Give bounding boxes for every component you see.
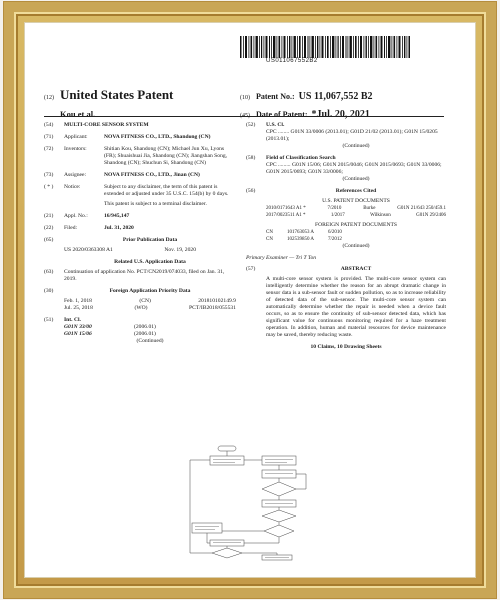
foreign-priority-entry: (30) Foreign Application Priority Data Feb. 1, 2018 (CN) 201810102149.9 Jul. 25, 2018 (WO) PCT/IB2018/055531 — [44, 288, 236, 311]
primary-examiner: Primary Examiner — Tri T Ton — [246, 255, 317, 261]
code-10: (10) — [240, 95, 250, 101]
header-divider — [44, 116, 444, 117]
inventor-short: Kou et al. — [60, 109, 96, 119]
references-entry: (56) References Cited U.S. PATENT DOCUMENTS 2010/0171643 A1 * 7/2010 Burke G01N 21/643 250/459.1 2017/0023511 A1 * 1/2017 Wilkinson G01N 29/2406 FOREIGN PATENT DOCUMENTS CN 101763053 A 6/2010 CN 102539850 A 7/2012 (Continued) — [246, 188, 446, 249]
barcode-number: US011067552B2 — [266, 58, 318, 64]
int-cl-entry: (51) Int. Cl. G01N 33/00 (2006.01) G01N 15/06 (2006.01) (Continued) — [44, 317, 164, 344]
patent-number: US 11,067,552 B2 — [298, 91, 373, 102]
code-45: (45) — [240, 113, 250, 119]
left-column — [44, 122, 236, 350]
claims-line: 10 Claims, 10 Drawing Sheets — [310, 344, 382, 350]
right-column — [246, 122, 446, 351]
filed-entry: (22) Filed: Jul. 31, 2020 — [44, 225, 134, 231]
patent-date: *Jul. 20, 2021 — [311, 109, 370, 120]
abstract-entry: (57) ABSTRACT A multi-core sensor system is provided. The multi-core sensor system can intelligently determine whether the reason for an abrupt dramatic change in sensor data is a sub-sensor fault or sudden pollution, so as to increase reliability of detected data of the sub-sensor. The multi-core sensor system can automatically determine whether the repair is needed when a device fault occurs, so as to ensure the continuity of sub-sensor detected data, which has significant value for continuous monitoring required for a haze treatment operation. In addition, human and material resources for device maintenance may be saved, thereby reducing waste. — [246, 266, 446, 338]
field-entry: (58) Field of Classification Search CPC ......... G01N 15/06; G01N 2015/0046; G01N 2015/0693; G01N 33/0006; G01N 2015/0693; G01N 33/0006; (Continued) — [246, 155, 442, 182]
related-entry: (63) Continuation of application No. PCT/CN2019/074033, filed on Jan. 31, 2019. — [44, 269, 225, 282]
patent-no-label: Patent No.: — [256, 92, 295, 101]
applicant-entry: (71) Applicant: NOVA FITNESS CO., LTD., Shandong (CN) — [44, 134, 211, 140]
flowchart-drawing — [170, 444, 330, 562]
related-heading: Related U.S. Application Data — [114, 259, 186, 265]
patent-document — [40, 36, 450, 564]
title-entry: (54) MULTI-CORE SENSOR SYSTEM — [44, 122, 149, 128]
barcode-icon — [240, 36, 410, 58]
date-label: Date of Patent: — [256, 110, 308, 119]
code-12: (12) — [44, 95, 54, 101]
prior-pub-entry: (65) Prior Publication Data US 2020/0363308 A1 Nov. 19, 2020 — [44, 237, 196, 253]
notice-entry: ( * ) Notice: Subject to any disclaimer, the term of this patent is extended or adjusted under 35 U.S.C. 154(b) by 0 days. This patent is subject to a terminal disclaimer. — [44, 184, 229, 207]
flowchart-svg — [170, 444, 330, 562]
patent-title: United States Patent — [60, 87, 174, 102]
appl-no-entry: (21) Appl. No.: 16/945,147 — [44, 213, 130, 219]
assignee-entry: (73) Assignee: NOVA FITNESS CO., LTD., Jinan (CN) — [44, 172, 200, 178]
inventors-entry: (72) Inventors: Shitian Kou, Shandong (CN); Michael Jun Xu, Lyons (FR); Shuaishuai Jia, Shandong (CN); Jiangshan Song, Shandong (CN); Shuchun Si, Shandong (CN) — [44, 146, 228, 166]
abstract-text: A multi-core sensor system is provided. The multi-core sensor system can intelligently determine whether the reason for an abrupt dramatic change in sensor data is a sub-sensor fault or sudden pollution, so as to increase reliability of detected data of the sub-sensor. The multi-core sensor system can automatically determine whether the repair is needed when a device fault occurs, so as to ensure the continuity of sub-sensor detected data, which has significant value for continuous monitoring required for a haze treatment operation. In addition, human and material resources for device maintenance may be saved, thereby reducing waste. — [266, 276, 446, 338]
us-cl-entry: (52) U.S. Cl. CPC ........ G01N 33/0006 (2013.01); G01D 21/02 (2013.01); G01N 15/0205 (2013.01); (Continued) — [246, 122, 438, 149]
